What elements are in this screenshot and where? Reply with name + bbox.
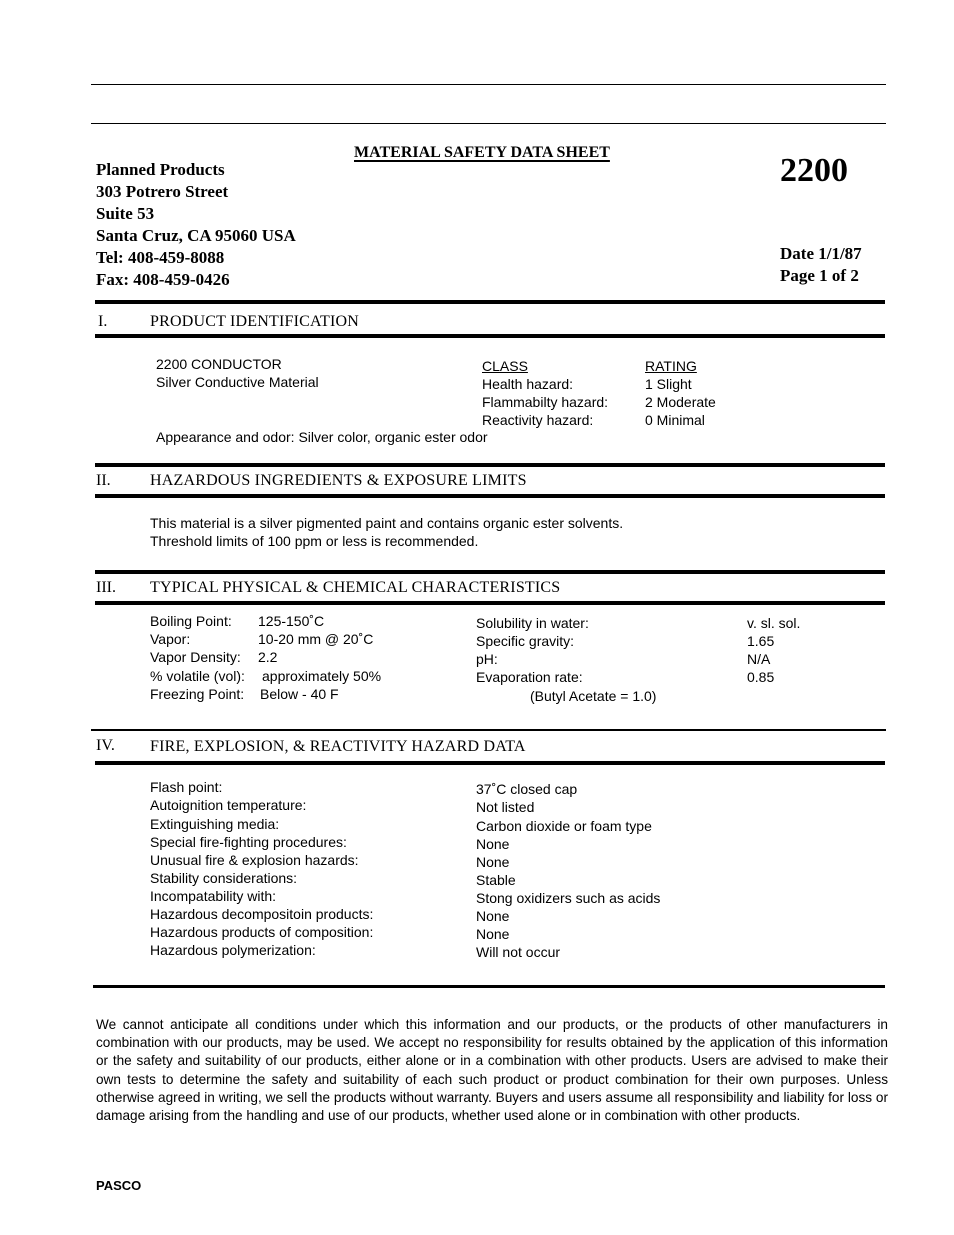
fire-data-label: Flash point: <box>150 779 223 795</box>
physical-label: pH: <box>476 651 498 667</box>
section-4-bottom-rule <box>95 761 885 765</box>
evaporation-note: (Butyl Acetate = 1.0) <box>530 688 657 704</box>
hazard-label: Health hazard: <box>482 376 574 392</box>
section-4-end-rule <box>93 985 885 988</box>
fire-data-label: Hazardous polymerization: <box>150 942 316 958</box>
section-3-top-rule <box>95 570 885 574</box>
hazard-rating: 0 Minimal <box>645 412 705 428</box>
physical-label: Freezing Point: <box>150 686 245 702</box>
section-2-bottom-rule <box>95 494 885 498</box>
company-street: 303 Potrero Street <box>96 182 229 201</box>
company-city: Santa Cruz, CA 95060 USA <box>96 226 296 245</box>
physical-value: 2.2 <box>258 649 278 665</box>
product-description: Silver Conductive Material <box>156 374 319 390</box>
fire-data-label: Hazardous products of composition: <box>150 924 374 940</box>
section-3-bottom-rule <box>95 601 885 605</box>
physical-label: Vapor Density: <box>150 649 241 665</box>
fire-data-label: Autoignition temperature: <box>150 797 307 813</box>
top-rule-2 <box>91 123 886 124</box>
section-3-title: TYPICAL PHYSICAL & CHEMICAL CHARACTERISTICS <box>150 579 561 596</box>
physical-value: 125-150˚C <box>258 613 325 629</box>
section-4-number: IV. <box>96 737 115 754</box>
fire-data-label: Special fire-fighting procedures: <box>150 834 347 850</box>
section-2-title: HAZARDOUS INGREDIENTS & EXPOSURE LIMITS <box>150 472 527 489</box>
fire-data-value: None <box>476 854 510 870</box>
physical-value: 1.65 <box>747 633 775 649</box>
section-3-number: III. <box>96 579 116 596</box>
hazard-rating: 2 Moderate <box>645 394 716 410</box>
pasco-logo: PASCO <box>96 1178 142 1193</box>
fire-data-label: Extinguishing media: <box>150 816 280 832</box>
company-suite: Suite 53 <box>96 204 155 223</box>
physical-value: 0.85 <box>747 669 775 685</box>
physical-label: % volatile (vol): <box>150 668 245 684</box>
document-date: Date 1/1/87 <box>780 244 862 263</box>
company-tel: Tel: 408-459-8088 <box>96 248 225 267</box>
fire-data-label: Hazardous decompositoin products: <box>150 906 374 922</box>
fire-data-value: None <box>476 836 510 852</box>
company-name: Planned Products <box>96 160 225 179</box>
appearance-and-odor: Appearance and odor: Silver color, organic ester odor <box>156 429 488 445</box>
section-2-number: II. <box>96 472 111 489</box>
company-fax: Fax: 408-459-0426 <box>96 270 230 289</box>
physical-label: Specific gravity: <box>476 633 575 649</box>
hazard-rating: 1 Slight <box>645 376 692 392</box>
section-1-number: I. <box>98 313 108 330</box>
section-1-top-rule <box>95 300 885 304</box>
fire-data-label: Incompatability with: <box>150 888 277 904</box>
fire-data-label: Unusual fire & explosion hazards: <box>150 852 359 868</box>
document-number: 2200 <box>780 152 848 189</box>
ingredients-line-1: This material is a silver pigmented paint and contains organic ester solvents. <box>150 515 624 531</box>
fire-data-value: 37˚C closed cap <box>476 781 578 797</box>
physical-label: Vapor: <box>150 631 191 647</box>
fire-data-value: Stable <box>476 872 516 888</box>
physical-value: 10-20 mm @ 20˚C <box>258 631 374 647</box>
fire-data-value: Stong oxidizers such as acids <box>476 890 661 906</box>
fire-data-value: Not listed <box>476 799 535 815</box>
fire-data-value: Will not occur <box>476 944 561 960</box>
ingredients-line-2: Threshold limits of 100 ppm or less is recommended. <box>150 533 479 549</box>
physical-label: Boiling Point: <box>150 613 232 629</box>
fire-data-value: None <box>476 926 510 942</box>
section-4-top-rule <box>91 729 886 731</box>
hazard-label: Flammabilty hazard: <box>482 394 609 410</box>
physical-value: approximately 50% <box>262 668 382 684</box>
document-title: MATERIAL SAFETY DATA SHEET <box>354 144 610 161</box>
section-2-top-rule <box>95 463 885 467</box>
section-1-title: PRODUCT IDENTIFICATION <box>150 313 359 330</box>
section-1-bottom-rule <box>95 334 885 338</box>
fire-data-value: None <box>476 908 510 924</box>
product-name: 2200 CONDUCTOR <box>156 356 282 372</box>
rating-header: RATING <box>645 358 697 374</box>
physical-value: N/A <box>747 651 771 667</box>
fire-data-value: Carbon dioxide or foam type <box>476 818 652 834</box>
physical-label: Solubility in water: <box>476 615 589 631</box>
class-header: CLASS <box>482 358 528 374</box>
fire-data-label: Stability considerations: <box>150 870 298 886</box>
disclaimer-paragraph: We cannot anticipate all conditions under which this information and our products, or the products of other manufacturers in combination with our products, may be used. We accept no responsibility for results obtained by the application of this information or the safety and suitability of our products, either alone or in a combination with other products. Users are advised to make their own tests to determine the safety and suitability of each such product or product combination for their own purposes. Unless otherwise agreed in writing, we sell the products without warranty. Buyers and users assume all responsibility and liability for loss or damage arising from the handling and use of our products, whether used alone or in combination with other products. <box>96 1017 888 1124</box>
top-rule-1 <box>91 84 886 85</box>
hazard-label: Reactivity hazard: <box>482 412 594 428</box>
physical-value: Below - 40 F <box>260 686 339 702</box>
page-indicator: Page 1 of 2 <box>780 266 859 285</box>
section-4-title: FIRE, EXPLOSION, & REACTIVITY HAZARD DATA <box>150 738 526 755</box>
physical-value: v. sl. sol. <box>747 615 801 631</box>
physical-label: Evaporation rate: <box>476 669 583 685</box>
